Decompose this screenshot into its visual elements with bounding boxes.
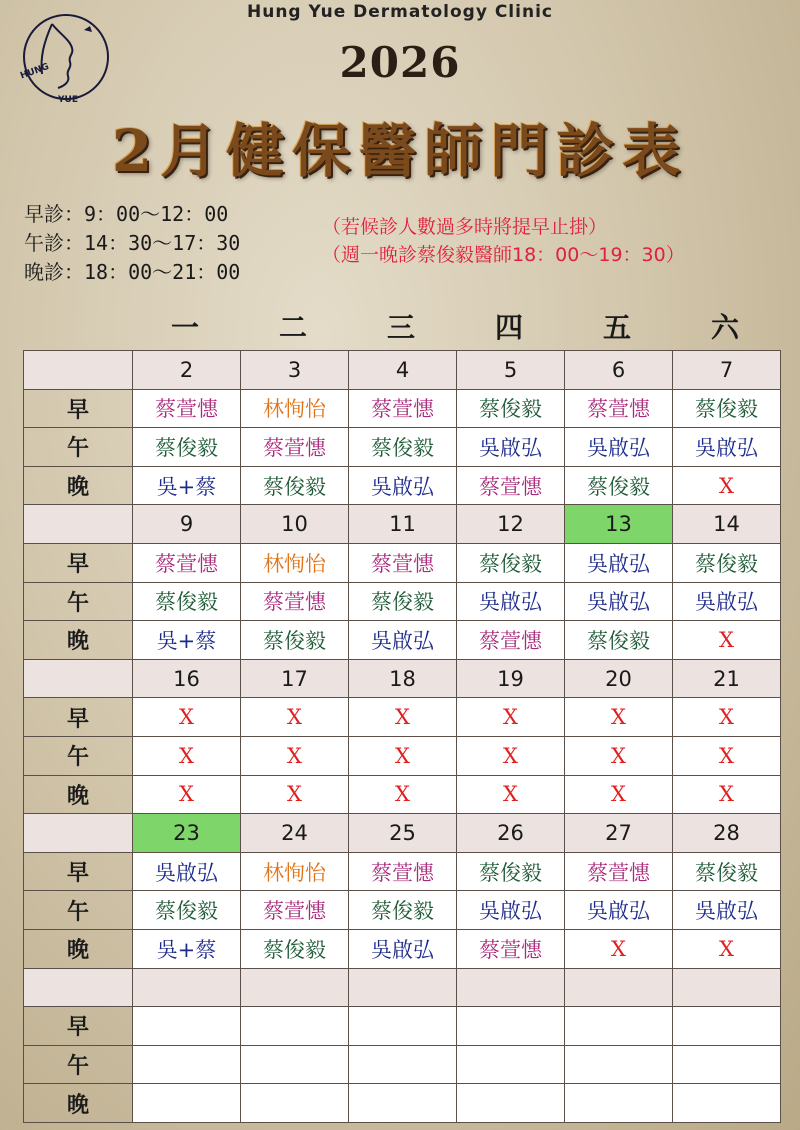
closed-mark: X: [457, 698, 565, 737]
doctor-cell: [133, 1007, 241, 1046]
closed-mark: X: [673, 736, 781, 775]
date-row-label: [24, 351, 133, 390]
doctor-cell: 吳啟弘: [133, 852, 241, 891]
date-row-label: [24, 659, 133, 698]
closed-mark: X: [133, 736, 241, 775]
slot-row: [24, 543, 781, 582]
date-cell: 25: [349, 814, 457, 853]
date-cell: [673, 968, 781, 1007]
date-cell: 27: [565, 814, 673, 853]
date-cell: 4: [349, 351, 457, 390]
doctor-cell: 蔡俊毅: [241, 929, 349, 968]
doctor-cell: [457, 1084, 565, 1123]
closed-mark: X: [673, 466, 781, 505]
date-row-label: [24, 814, 133, 853]
slot-row: [24, 466, 781, 505]
date-cell: 16: [133, 659, 241, 698]
hours-afternoon: 午診：14：30～17：30: [24, 231, 241, 255]
doctor-cell: 吳啟弘: [565, 582, 673, 621]
date-cell: [349, 968, 457, 1007]
clinic-name: Hung Yue Dermatology Clinic: [247, 2, 553, 22]
slot-label: 午: [24, 736, 133, 775]
date-cell: 2: [133, 351, 241, 390]
weekday-mon: 一: [170, 311, 199, 344]
date-cell: 19: [457, 659, 565, 698]
doctor-cell: 吳啟弘: [673, 582, 781, 621]
doctor-cell: 吳啟弘: [565, 543, 673, 582]
doctor-cell: 蔡俊毅: [457, 389, 565, 428]
doctor-cell: 蔡萱憓: [457, 929, 565, 968]
date-cell: 23: [133, 814, 241, 853]
slot-row: [24, 736, 781, 775]
date-row-label: [24, 505, 133, 544]
date-cell: 7: [673, 351, 781, 390]
date-row: [24, 351, 781, 390]
slot-label: 早: [24, 698, 133, 737]
doctor-cell: 蔡萱憓: [349, 389, 457, 428]
doctor-cell: 蔡俊毅: [349, 582, 457, 621]
doctor-cell: 吳啟弘: [349, 466, 457, 505]
doctor-cell: 蔡萱憓: [241, 891, 349, 930]
slot-row: [24, 1007, 781, 1046]
date-cell: 26: [457, 814, 565, 853]
doctor-cell: 吳+蔡: [133, 621, 241, 660]
doctor-cell: [241, 1007, 349, 1046]
doctor-cell: 吳啟弘: [457, 582, 565, 621]
closed-mark: X: [241, 736, 349, 775]
closed-mark: X: [565, 929, 673, 968]
date-cell: [565, 968, 673, 1007]
doctor-cell: 吳+蔡: [133, 466, 241, 505]
weekday-sat: 六: [710, 311, 739, 344]
slot-label: 晚: [24, 775, 133, 814]
doctor-cell: [565, 1084, 673, 1123]
doctor-cell: 蔡俊毅: [133, 428, 241, 467]
doctor-cell: 蔡萱憓: [565, 852, 673, 891]
date-row: [24, 968, 781, 1007]
slot-row: [24, 1084, 781, 1123]
hours-morning: 早診：9：00～12：00: [24, 202, 229, 226]
doctor-cell: 吳啟弘: [349, 929, 457, 968]
notice-monday-evening: （週一晚診蔡俊毅醫師18：00～19：30）: [322, 244, 685, 266]
doctor-cell: 吳啟弘: [565, 428, 673, 467]
weekday-thu: 四: [494, 311, 523, 344]
weekday-fri: 五: [602, 311, 631, 344]
doctor-cell: 蔡俊毅: [349, 891, 457, 930]
doctor-cell: 蔡俊毅: [565, 466, 673, 505]
slot-label: 早: [24, 543, 133, 582]
doctor-cell: 吳啟弘: [349, 621, 457, 660]
slot-label: 晚: [24, 466, 133, 505]
slot-row: [24, 698, 781, 737]
doctor-cell: 蔡俊毅: [673, 543, 781, 582]
closed-mark: X: [457, 736, 565, 775]
doctor-cell: [349, 1007, 457, 1046]
schedule-year: 2026: [339, 38, 461, 87]
doctor-cell: 蔡俊毅: [133, 891, 241, 930]
slot-row: [24, 621, 781, 660]
date-cell: 6: [565, 351, 673, 390]
doctor-cell: 蔡俊毅: [673, 389, 781, 428]
slot-label: 早: [24, 852, 133, 891]
slot-label: 早: [24, 1007, 133, 1046]
slot-label: 午: [24, 1045, 133, 1084]
weekday-wed: 三: [386, 311, 415, 344]
closed-mark: X: [133, 698, 241, 737]
date-cell: 24: [241, 814, 349, 853]
doctor-cell: [565, 1045, 673, 1084]
slot-row: [24, 428, 781, 467]
doctor-cell: 蔡萱憓: [241, 428, 349, 467]
date-cell: 9: [133, 505, 241, 544]
doctor-cell: [673, 1084, 781, 1123]
svg-text:YUE: YUE: [58, 95, 78, 102]
doctor-cell: 蔡萱憓: [349, 543, 457, 582]
doctor-cell: 蔡萱憓: [457, 621, 565, 660]
date-cell: 10: [241, 505, 349, 544]
slot-row: [24, 389, 781, 428]
doctor-cell: [349, 1045, 457, 1084]
doctor-cell: [673, 1045, 781, 1084]
doctor-cell: 吳啟弘: [457, 428, 565, 467]
closed-mark: X: [673, 698, 781, 737]
doctor-cell: 林恂怡: [241, 852, 349, 891]
date-cell: 18: [349, 659, 457, 698]
doctor-cell: [133, 1045, 241, 1084]
doctor-cell: 蔡俊毅: [241, 466, 349, 505]
doctor-cell: [673, 1007, 781, 1046]
date-cell: 13: [565, 505, 673, 544]
slot-label: 午: [24, 582, 133, 621]
doctor-cell: 蔡萱憓: [133, 389, 241, 428]
clinic-hours: [24, 200, 240, 287]
doctor-cell: 蔡萱憓: [457, 466, 565, 505]
slot-label: 晚: [24, 929, 133, 968]
date-cell: 14: [673, 505, 781, 544]
doctor-cell: 吳啟弘: [565, 891, 673, 930]
hours-evening: 晚診：18：00～21：00: [24, 260, 241, 284]
date-cell: 3: [241, 351, 349, 390]
closed-mark: X: [349, 736, 457, 775]
date-cell: [457, 968, 565, 1007]
slot-label: 晚: [24, 1084, 133, 1123]
doctor-cell: [457, 1045, 565, 1084]
closed-mark: X: [133, 775, 241, 814]
doctor-cell: 蔡俊毅: [673, 852, 781, 891]
doctor-cell: [241, 1045, 349, 1084]
doctor-cell: 蔡俊毅: [133, 582, 241, 621]
doctor-cell: 吳啟弘: [457, 891, 565, 930]
schedule-table: [23, 350, 781, 1123]
closed-mark: X: [565, 775, 673, 814]
date-row: [24, 659, 781, 698]
closed-mark: X: [673, 929, 781, 968]
date-cell: [241, 968, 349, 1007]
date-cell: 5: [457, 351, 565, 390]
doctor-cell: [241, 1084, 349, 1123]
doctor-cell: 蔡俊毅: [241, 621, 349, 660]
page-title: 2月健保醫師門診表: [111, 117, 689, 185]
slot-label: 早: [24, 389, 133, 428]
closed-mark: X: [349, 775, 457, 814]
date-cell: 20: [565, 659, 673, 698]
closed-mark: X: [241, 775, 349, 814]
doctor-cell: [349, 1084, 457, 1123]
date-row: [24, 505, 781, 544]
doctor-cell: [457, 1007, 565, 1046]
slot-row: [24, 929, 781, 968]
doctor-cell: 蔡萱憓: [349, 852, 457, 891]
date-cell: 11: [349, 505, 457, 544]
doctor-cell: [565, 1007, 673, 1046]
doctor-cell: 蔡俊毅: [349, 428, 457, 467]
closed-mark: X: [565, 736, 673, 775]
doctor-cell: 吳啟弘: [673, 428, 781, 467]
date-cell: 28: [673, 814, 781, 853]
date-cell: [133, 968, 241, 1007]
notice-early-close: （若候診人數過多時將提早止掛）: [322, 216, 608, 238]
closed-mark: X: [457, 775, 565, 814]
doctor-cell: 蔡俊毅: [565, 621, 673, 660]
doctor-cell: 吳啟弘: [673, 891, 781, 930]
date-cell: 21: [673, 659, 781, 698]
doctor-cell: 蔡萱憓: [133, 543, 241, 582]
slot-row: [24, 1045, 781, 1084]
closed-mark: X: [673, 775, 781, 814]
slot-row: [24, 775, 781, 814]
closed-mark: X: [349, 698, 457, 737]
date-cell: 12: [457, 505, 565, 544]
slot-label: 晚: [24, 621, 133, 660]
doctor-cell: 蔡俊毅: [457, 852, 565, 891]
doctor-cell: 林恂怡: [241, 543, 349, 582]
date-cell: 17: [241, 659, 349, 698]
date-row-label: [24, 968, 133, 1007]
weekday-tue: 二: [278, 311, 307, 344]
closed-mark: X: [673, 621, 781, 660]
slot-label: 午: [24, 428, 133, 467]
slot-row: [24, 852, 781, 891]
slot-row: [24, 582, 781, 621]
svg-text:HUNG: HUNG: [19, 61, 51, 82]
slot-label: 午: [24, 891, 133, 930]
notice-text: [322, 213, 685, 269]
doctor-cell: 蔡萱憓: [565, 389, 673, 428]
slot-row: [24, 891, 781, 930]
doctor-cell: 蔡俊毅: [457, 543, 565, 582]
closed-mark: X: [241, 698, 349, 737]
closed-mark: X: [565, 698, 673, 737]
doctor-cell: 蔡萱憓: [241, 582, 349, 621]
doctor-cell: 吳+蔡: [133, 929, 241, 968]
doctor-cell: [133, 1084, 241, 1123]
date-row: [24, 814, 781, 853]
doctor-cell: 林恂怡: [241, 389, 349, 428]
